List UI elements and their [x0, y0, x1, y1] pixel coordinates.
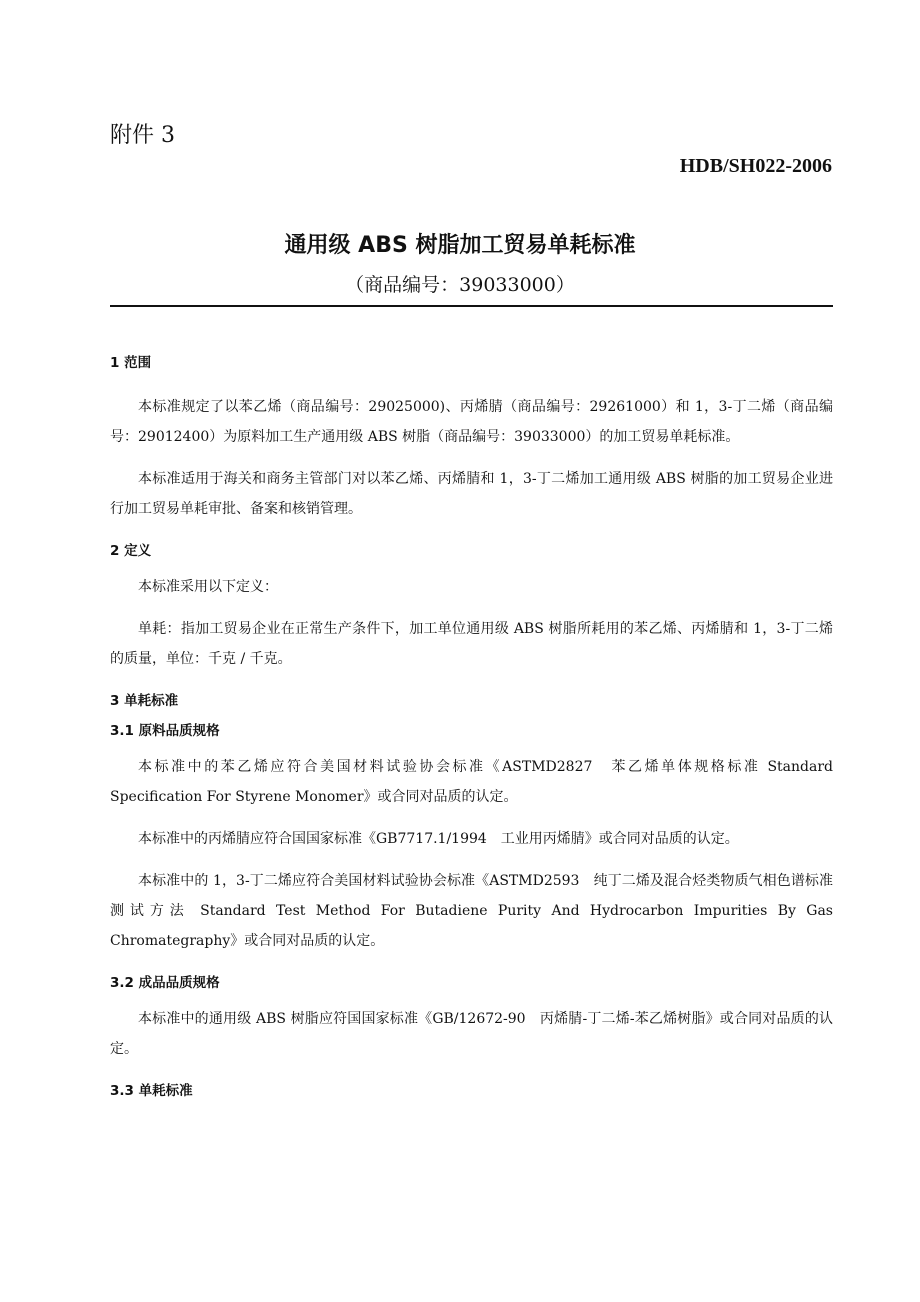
paragraph: 本标准中的通用级 ABS 树脂应符国国家标准《GB/12672-90 丙烯腈-丁二烯-苯乙烯树脂》或合同对品质的认定。 [110, 1011, 833, 1057]
section-heading-definitions: 2 定义 [110, 543, 152, 559]
attachment-label: 附件 3 [110, 123, 175, 148]
title-divider [110, 305, 833, 307]
paragraph: 本标准中的丙烯腈应符合国国家标准《GB7717.1/1994 工业用丙烯腈》或合同对品质的认定。 [138, 831, 739, 847]
document-title: 通用级 ABS 树脂加工贸易单耗标准 [284, 233, 636, 258]
paragraph: 本标准适用于海关和商务主管部门对以苯乙烯、丙烯腈和 1，3-丁二烯加工通用级 ABS 树脂的加工贸易企业进行加工贸易单耗审批、备案和核销管理。 [110, 471, 833, 517]
paragraph: 本标准规定了以苯乙烯（商品编号：29025000)、丙烯腈（商品编号：29261000）和 1，3-丁二烯（商品编号：29012400）为原料加工生产通用级 ABS 树脂（商品编号：39033000）的加工贸易单耗标准。 [110, 399, 833, 445]
section-heading-scope: 1 范围 [110, 355, 152, 371]
section-heading-consumption-standard: 3 单耗标准 [110, 693, 179, 709]
paragraph: 本标准中的 1，3-丁二烯应符合美国材料试验协会标准《ASTMD2593 纯丁二烯及混合烃类物质气相色谱标准测试方法 Standard Test Method For Butadiene Purity And Hydrocarbon Impurities By Gas Chromategraphy》或合同对品质的认定。 [110, 873, 833, 949]
document-subtitle: （商品编号：39033000） [345, 274, 575, 296]
document-code: HDB/SH022-2006 [679, 155, 832, 177]
subsection-heading-unit-consumption: 3.3 单耗标准 [110, 1083, 193, 1099]
subsection-heading-product-quality: 3.2 成品品质规格 [110, 975, 220, 991]
paragraph: 单耗：指加工贸易企业在正常生产条件下，加工单位通用级 ABS 树脂所耗用的苯乙烯、丙烯腈和 1，3-丁二烯的质量，单位：千克 / 千克。 [110, 621, 833, 667]
subsection-heading-raw-material: 3.1 原料品质规格 [110, 723, 220, 739]
document-body [110, 340, 833, 1106]
paragraph: 本标准中的苯乙烯应符合美国材料试验协会标准《ASTMD2827 苯乙烯单体规格标准 Standard Specification For Styrene Monomer》或合同对品质的认定。 [110, 759, 833, 805]
paragraph: 本标准采用以下定义： [138, 579, 278, 595]
